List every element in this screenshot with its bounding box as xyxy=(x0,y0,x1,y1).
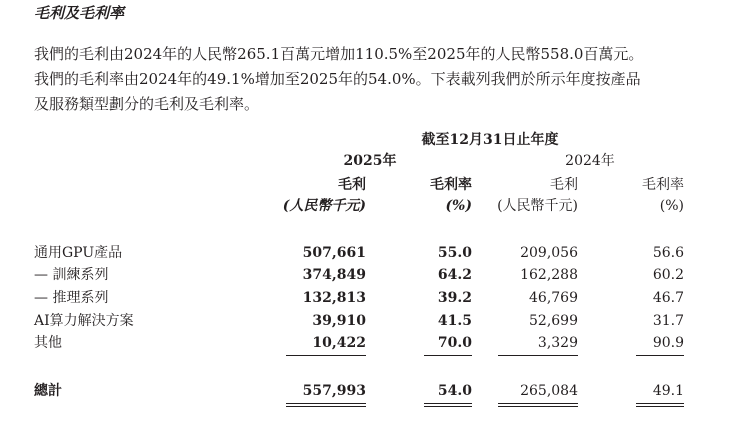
year-2024-header: 2024年 xyxy=(565,153,615,169)
margin-2025-unit: (%) xyxy=(445,198,472,214)
margin-2024-unit: (%) xyxy=(659,198,684,214)
row-label: AI算力解決方案 xyxy=(34,313,134,329)
paragraph-line-2: 我們的毛利率由2024年的49.1%增加至2025年的54.0%。下表載列我們於所示年度按產品 xyxy=(34,70,641,88)
gp-2024-unit: (人民幣千元) xyxy=(497,198,578,214)
gp-2025-cell: 39,910 xyxy=(312,313,366,329)
total-gp-2024: 265,084 xyxy=(520,383,578,399)
section-title: 毛利及毛利率 xyxy=(34,4,125,22)
subtotal-rule-gp-2025 xyxy=(286,355,366,356)
row-label: — 推理系列 xyxy=(34,290,109,306)
margin-2025-cell: 70.0 xyxy=(437,335,472,351)
gp-2025-cell: 132,813 xyxy=(302,290,366,306)
margin-2025-cell: 55.0 xyxy=(437,245,472,261)
gp-2025-cell: 10,422 xyxy=(312,335,366,351)
gp-2025-header: 毛利 xyxy=(338,177,366,193)
paragraph-line-1: 我們的毛利由2024年的人民幣265.1百萬元增加110.5%至2025年的人民幣558.0百萬元。 xyxy=(34,45,644,63)
gp-2025-cell: 374,849 xyxy=(302,267,366,283)
gp-2024-cell: 3,329 xyxy=(537,335,578,351)
margin-2024-header: 毛利率 xyxy=(642,177,684,193)
total-double-rule-gp-2024 xyxy=(498,403,578,407)
gp-2024-header: 毛利 xyxy=(550,177,578,193)
margin-2024-cell: 31.7 xyxy=(652,313,684,329)
margin-2025-cell: 41.5 xyxy=(437,313,472,329)
row-label: 其他 xyxy=(34,335,62,351)
total-margin-2025: 54.0 xyxy=(437,383,472,399)
row-label: — 訓練系列 xyxy=(34,267,109,283)
gp-2024-cell: 209,056 xyxy=(520,245,578,261)
gp-2024-cell: 46,769 xyxy=(529,290,578,306)
row-label: 通用GPU產品 xyxy=(34,245,123,261)
subtotal-rule-margin-2025 xyxy=(424,355,472,356)
total-double-rule-margin-2024 xyxy=(636,403,684,407)
margin-2024-cell: 46.7 xyxy=(652,290,684,306)
gp-2024-cell: 162,288 xyxy=(520,267,578,283)
total-gp-2025: 557,993 xyxy=(302,383,366,399)
gp-2024-cell: 52,699 xyxy=(529,313,578,329)
year-2025-header: 2025年 xyxy=(343,153,397,169)
margin-2024-cell: 60.2 xyxy=(652,267,684,283)
margin-2025-header: 毛利率 xyxy=(430,177,472,193)
subtotal-rule-margin-2024 xyxy=(636,355,684,356)
total-margin-2024: 49.1 xyxy=(652,383,684,399)
total-double-rule-gp-2025 xyxy=(286,403,366,407)
total-label: 總計 xyxy=(34,383,62,399)
period-header: 截至12月31日止年度 xyxy=(421,132,559,148)
margin-2024-cell: 56.6 xyxy=(652,245,684,261)
margin-2025-cell: 64.2 xyxy=(437,267,472,283)
margin-2024-cell: 90.9 xyxy=(652,335,684,351)
paragraph-line-3: 及服務類型劃分的毛利及毛利率。 xyxy=(34,95,260,113)
gp-2025-unit: (人民幣千元) xyxy=(282,198,366,214)
subtotal-rule-gp-2024 xyxy=(498,355,578,356)
total-double-rule-margin-2025 xyxy=(424,403,472,407)
margin-2025-cell: 39.2 xyxy=(437,290,472,306)
gp-2025-cell: 507,661 xyxy=(302,245,366,261)
